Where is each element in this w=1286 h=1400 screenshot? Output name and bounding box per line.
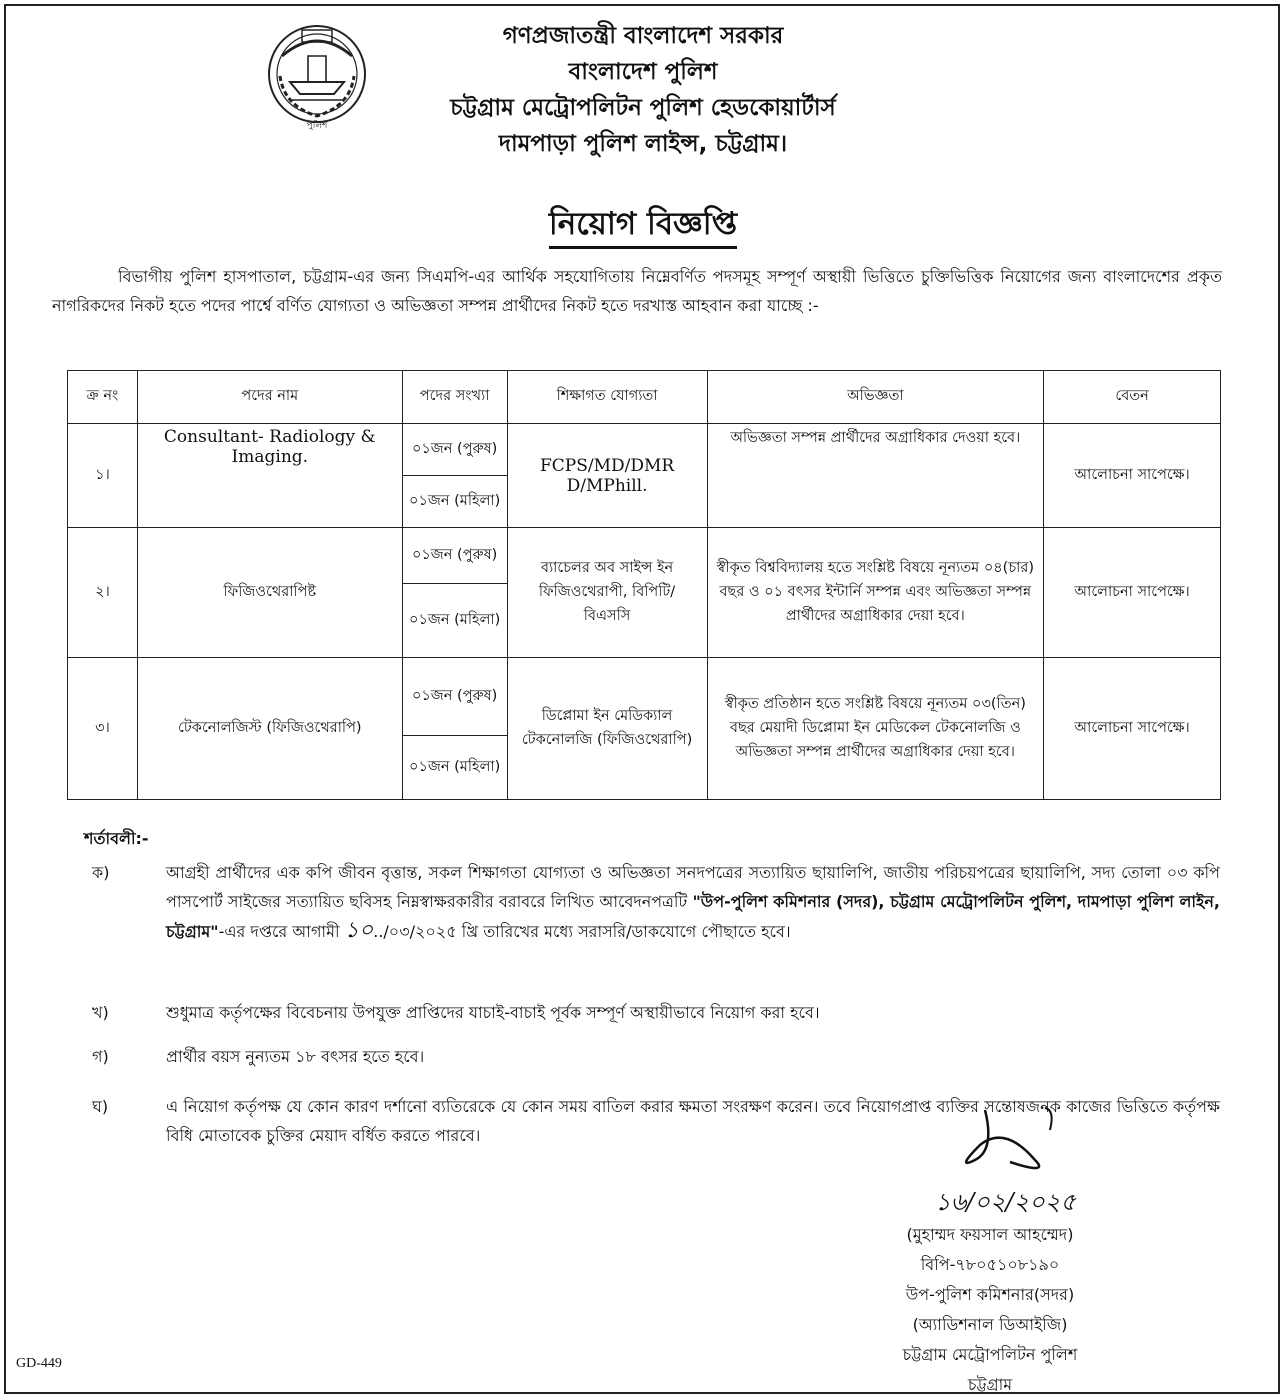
table-row bbox=[68, 658, 1221, 736]
row-experience: অভিজ্ঞতা সম্পন্ন প্রার্থীদের অগ্রাধিকার দেওয়া হবে। bbox=[707, 424, 1044, 528]
document-code: GD-449 bbox=[16, 1356, 62, 1371]
signatory-office: চট্টগ্রাম মেট্রোপলিটন পুলিশ bbox=[902, 1345, 1078, 1364]
term-text-part-c: ../০৩/২০২৫ খ্রি তারিখের মধ্যে সরাসরি/ডাকযোগে পৌছাতে হবে। bbox=[373, 922, 791, 941]
table-row bbox=[68, 528, 1221, 584]
term-text-part-a: আগ্রহী প্রার্থীদের এক কপি জীবন বৃত্তান্ত, সকল শিক্ষাগতা যোগ্যতা ও অভিজ্ঞতা সনদপত্রের সত্যায়িত ছায়ালিপি, জাতীয় পরিচয়পত্রের ছায়ালিপি, সদ্য তোলা ০৩ কপি পাসপোর্ট সাইজের সত্যায়িত ছবিসহ নিম্নস্বাক্ষরকারীর বরাবরে লিখিত আবেদনপত্রটি bbox=[166, 863, 1220, 911]
signatory-block bbox=[840, 1220, 1140, 1400]
term-text-part-b: -এর দপ্তরে আগামী bbox=[218, 922, 340, 941]
header-police: বাংলাদেশ পুলিশ bbox=[568, 59, 718, 85]
col-experience: অভিজ্ঞতা bbox=[707, 371, 1044, 424]
term-item-ka bbox=[60, 858, 1220, 988]
notice-title-wrap bbox=[0, 200, 1286, 252]
signatory-rank: (অ্যাডিশনাল ডিআইজি) bbox=[912, 1315, 1068, 1334]
row-post: টেকনোলজিস্ট (ফিজিওথেরাপি) bbox=[137, 658, 402, 800]
header-headquarters: চট্টগ্রাম মেট্রোপলিটন পুলিশ হেডকোয়ার্টার্স bbox=[450, 95, 836, 121]
job-table bbox=[67, 370, 1221, 800]
row-count-male: ০১জন (পুরুষ) bbox=[402, 658, 507, 736]
row-count-male: ০১জন (পুরুষ) bbox=[402, 424, 507, 476]
col-serial: ক্র নং bbox=[68, 371, 138, 424]
term-label: খ) bbox=[92, 1003, 109, 1022]
signatory-designation: উপ-পুলিশ কমিশনার(সদর) bbox=[905, 1285, 1075, 1304]
letterhead bbox=[0, 18, 1286, 162]
col-education: শিক্ষাগত যোগ্যতা bbox=[507, 371, 707, 424]
row-salary: আলোচনা সাপেক্ষে। bbox=[1044, 658, 1221, 800]
signature-date: ১৬/০২/২০২৫ bbox=[935, 1188, 1076, 1216]
signature-scribble bbox=[835, 1090, 1135, 1220]
term-text: এ নিয়োগ কর্তৃপক্ষ যে কোন কারণ দর্শানো ব্যতিরেকে যে কোন সময় বাতিল করার ক্ষমতা সংরক্ষণ করেন। তবে নিয়োগপ্রাপ্ত ব্যক্তির সন্তোষজনক কাজের ভিত্তিতে কর্তৃপক্ষ বিধি মোতাবেক চুক্তির মেয়াদ বর্ধিত করতে পারবে। bbox=[166, 1097, 1220, 1145]
intro-paragraph: বিভাগীয় পুলিশ হাসপাতাল, চট্টগ্রাম-এর জন্য সিএমপি-এর আর্থিক সহযোগিতায় নিম্নেবর্ণিত পদসমূহ সম্পূর্ণ অস্থায়ী ভিত্তিতে চুক্তিভিত্তিক নিয়োগের জন্য বাংলাদেশের প্রকৃত নাগরিকদের নিকট হতে পদের পার্শ্বে বর্ণিত যোগ্যতা ও অভিজ্ঞতা সম্পন্ন প্রার্থীদের নিকট হতে দরখাস্ত আহবান করা যাচ্ছে :- bbox=[52, 267, 1222, 315]
emblem-label: পুলিশ bbox=[306, 121, 328, 131]
term-label: ঘ) bbox=[92, 1097, 109, 1116]
row-count-female: ০১জন (মহিলা) bbox=[402, 736, 507, 800]
row-experience: স্বীকৃত প্রতিষ্ঠান হতে সংশ্লিষ্ট বিষয়ে নূন্যতম ০৩(তিন) বছর মেয়াদী ডিপ্লোমা ইন মেডিকেল টেকনোলজি ও অভিজ্ঞতা সম্পন্ন প্রার্থীদের অগ্রাধিকার দেয়া হবে। bbox=[707, 658, 1044, 800]
col-salary: বেতন bbox=[1044, 371, 1221, 424]
row-salary: আলোচনা সাপেক্ষে। bbox=[1044, 424, 1221, 528]
deadline-day: ১০ bbox=[344, 918, 374, 943]
row-count-female: ০১জন (মহিলা) bbox=[402, 476, 507, 528]
row-education: ব্যাচেলর অব সাইন্স ইন ফিজিওথেরাপী, বিপিটি/ বিএসসি bbox=[507, 528, 707, 658]
term-text: প্রার্থীর বয়স নুন্যতম ১৮ বৎসর হতে হবে। bbox=[166, 1047, 425, 1066]
term-label: গ) bbox=[92, 1047, 109, 1066]
terms-heading: শর্তাবলী:- bbox=[84, 829, 149, 848]
term-item-ga bbox=[60, 1042, 1220, 1072]
row-count-female: ০১জন (মহিলা) bbox=[402, 584, 507, 658]
row-serial: ২। bbox=[68, 528, 138, 658]
table-header-row bbox=[68, 371, 1221, 424]
row-serial: ৩। bbox=[68, 658, 138, 800]
row-experience: স্বীকৃত বিশ্ববিদ্যালয় হতে সংশ্লিষ্ট বিষয়ে নূন্যতম ০৪(চার) বছর ও ০১ বৎসর ইন্টার্নি সম্পন্ন এবং অভিজ্ঞতা সম্পন্ন প্রার্থীদের অগ্রাধিকার দেয়া হবে। bbox=[707, 528, 1044, 658]
row-post: ফিজিওথেরাপিষ্ট bbox=[137, 528, 402, 658]
row-education: FCPS/MD/DMR D/MPhill. bbox=[507, 424, 707, 528]
row-post: Consultant- Radiology & Imaging. bbox=[137, 424, 402, 528]
term-office-address: "উপ-পুলিশ কমিশনার (সদর), চট্টগ্রাম মেট্রোপলিটন পুলিশ, দামপাড়া পুলিশ লাইন, চট্টগ্রাম" bbox=[166, 892, 1220, 941]
term-label: ক) bbox=[92, 863, 110, 882]
signatory-name: (মুহাম্মদ ফয়সাল আহম্মেদ) bbox=[906, 1225, 1074, 1244]
term-item-kha bbox=[60, 998, 1220, 1028]
row-count-male: ০১জন (পুরুষ) bbox=[402, 528, 507, 584]
signatory-bp: বিপি-৭৮০৫১০৮১৯০ bbox=[920, 1255, 1060, 1274]
header-government: গণপ্রজাতন্ত্রী বাংলাদেশ সরকার bbox=[502, 23, 784, 49]
notice-title: নিয়োগ বিজ্ঞপ্তি bbox=[549, 206, 737, 249]
term-text: শুধুমাত্র কর্তৃপক্ষের বিবেচনায় উপযুক্ত প্রাপ্তিদের যাচাই-বাচাই পূর্বক সম্পূর্ণ অস্থায়ীভাবে নিয়োগ করা হবে। bbox=[166, 1003, 820, 1022]
table-row bbox=[68, 424, 1221, 476]
col-post: পদের নাম bbox=[137, 371, 402, 424]
header-address: দামপাড়া পুলিশ লাইন্স, চট্টগ্রাম। bbox=[498, 131, 788, 157]
signatory-city: চট্টগ্রাম bbox=[967, 1375, 1013, 1394]
col-count: পদের সংখ্যা bbox=[402, 371, 507, 424]
term-text bbox=[166, 858, 1220, 946]
row-education: ডিপ্লোমা ইন মেডিক্যাল টেকনোলজি (ফিজিওথেরাপি) bbox=[507, 658, 707, 800]
row-salary: আলোচনা সাপেক্ষে। bbox=[1044, 528, 1221, 658]
row-serial: ১। bbox=[68, 424, 138, 528]
